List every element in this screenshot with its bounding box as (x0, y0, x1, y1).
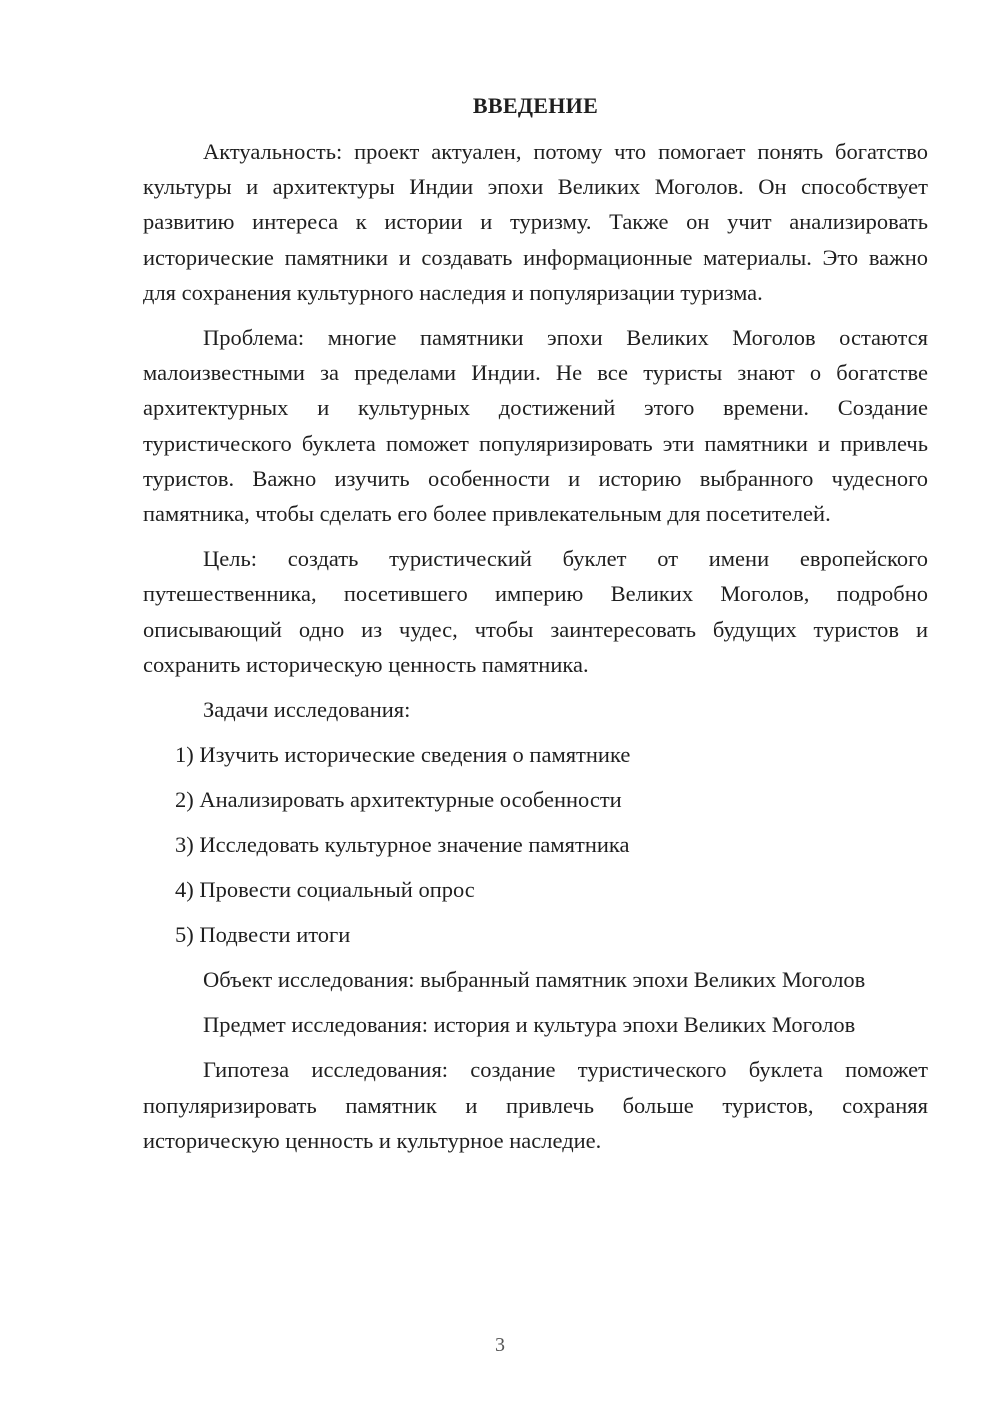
task-item: 1) Изучить исторические сведения о памятнике (175, 742, 631, 768)
relevance-paragraph: Актуальность: проект актуален, потому что помогает понять богатство культуры и архитектуры Индии эпохи Великих Моголов. Он способствует развитию интереса к истории и туризму. Также он учит анализировать исторические памятники и создавать информационные материалы. Это важно для сохранения культурного наследия и популяризации туризма. (143, 139, 928, 305)
goal-paragraph: Цель: создать туристический буклет от имени европейского путешественника, посетившего империю Великих Моголов, подробно описывающий одно из чудес, чтобы заинтересовать будущих туристов и сохранить историческую ценность памятника. (143, 546, 928, 677)
task-item: 4) Провести социальный опрос (175, 877, 475, 903)
page-number: 3 (495, 1334, 505, 1356)
problem-paragraph: Проблема: многие памятники эпохи Великих Моголов остаются малоизвестными за пределами Индии. Не все туристы знают о богатстве архитектурных и культурных достижений этого времени. Создание туристического буклета поможет популяризировать эти памятники и привлечь туристов. Важно изучить особенности и историю выбранного чудесного памятника, чтобы сделать его более привлекательным для посетителей. (143, 325, 928, 527)
subject-paragraph: Предмет исследования: история и культура эпохи Великих Моголов (203, 1012, 856, 1038)
task-item: 5) Подвести итоги (175, 922, 351, 948)
task-item: 3) Исследовать культурное значение памятника (175, 832, 630, 858)
document-page (143, 92, 928, 1292)
object-paragraph: Объект исследования: выбранный памятник эпохи Великих Моголов (203, 967, 866, 993)
tasks-list (143, 737, 928, 952)
page-title: ВВЕДЕНИЕ (472, 93, 599, 118)
tasks-heading: Задачи исследования: (203, 697, 411, 723)
hypothesis-paragraph: Гипотеза исследования: создание туристического буклета поможет популяризировать памятник и привлечь больше туристов, сохраняя историческую ценность и культурное наследие. (143, 1057, 928, 1153)
task-item: 2) Анализировать архитектурные особенности (175, 787, 622, 813)
